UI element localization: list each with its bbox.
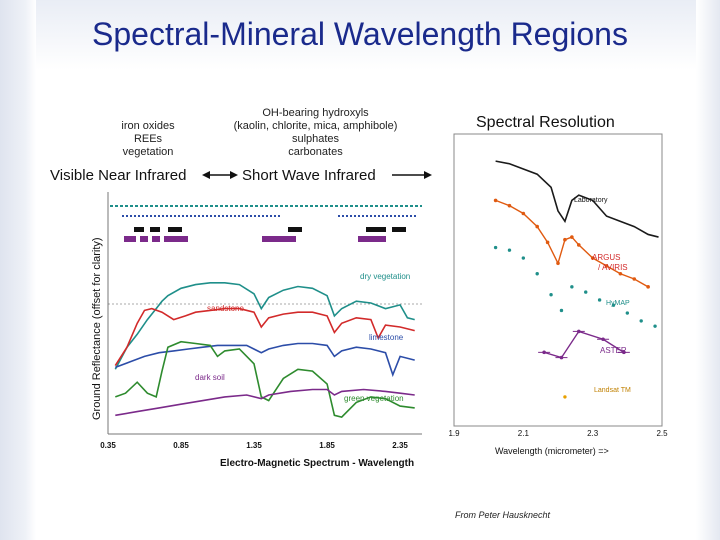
x-axis-label: Electro-Magnetic Spectrum - Wavelength xyxy=(220,458,415,469)
background-band-right xyxy=(696,0,720,540)
data-point-landsat-tm xyxy=(563,395,566,398)
x-tick-label: 1.9 xyxy=(448,429,460,438)
x-axis-label: Wavelength (micrometer) => xyxy=(495,446,609,456)
data-point-argus-aviris xyxy=(546,241,550,245)
data-point-hymap xyxy=(640,319,643,322)
x-tick-label: 2.35 xyxy=(392,441,408,450)
data-point-hymap xyxy=(549,293,552,296)
data-point-hymap xyxy=(598,298,601,301)
swir-region-label: Short Wave Infrared xyxy=(242,167,376,184)
swir-materials-label: OH-bearing hydroxyls (kaolin, chlorite, mica, amphibole) sulphates carbonates xyxy=(233,107,398,158)
data-point-argus-aviris xyxy=(556,261,560,265)
y-axis-label: Ground Reflectance (offset for clarity) xyxy=(91,237,103,420)
x-tick-label: 0.85 xyxy=(173,441,189,450)
spectral-resolution-chart xyxy=(440,134,668,462)
x-tick-label: 1.35 xyxy=(246,441,262,450)
data-point-argus-aviris xyxy=(570,235,574,239)
legend-hymap: HyMAP xyxy=(606,300,630,307)
data-point-argus-aviris xyxy=(535,225,539,229)
data-point-argus-aviris xyxy=(508,204,512,208)
data-point-hymap xyxy=(508,248,511,251)
plot-frame xyxy=(454,134,662,426)
vnir-materials-label: iron oxides REEs vegetation xyxy=(121,120,175,158)
legend-argus-aviris: ARGUS / AVIRIS xyxy=(592,253,628,272)
background-band-left xyxy=(0,0,36,540)
vnir-arrow-icon xyxy=(202,171,238,179)
reflectance-chart xyxy=(60,186,424,476)
data-point-hymap xyxy=(560,309,563,312)
data-point-argus-aviris xyxy=(563,238,567,242)
data-point-argus-aviris xyxy=(619,272,623,276)
data-point-argus-aviris xyxy=(577,243,581,247)
x-tick-label: 1.85 xyxy=(319,441,335,450)
swir-arrow-icon xyxy=(392,171,432,179)
data-point-hymap xyxy=(536,272,539,275)
data-point-hymap xyxy=(570,285,573,288)
annotation-green-vegetation: green vegetation xyxy=(344,394,404,403)
legend-laboratory: Laboratory xyxy=(574,197,608,204)
x-tick-label: 2.5 xyxy=(656,429,668,438)
data-point-hymap xyxy=(653,324,656,327)
region-arrows xyxy=(200,166,440,184)
vnir-region-label: Visible Near Infrared xyxy=(50,167,187,184)
data-point-argus-aviris xyxy=(522,212,526,216)
data-point-argus-aviris xyxy=(494,199,498,203)
slide-title: Spectral-Mineral Wavelength Regions xyxy=(92,16,628,52)
data-point-hymap xyxy=(522,256,525,259)
spectral-resolution-title: Spectral Resolution xyxy=(476,114,615,131)
data-point-argus-aviris xyxy=(632,277,636,281)
x-tick-label: 2.3 xyxy=(587,429,599,438)
x-tick-labels xyxy=(448,429,668,438)
annotation-sandstone: sandstone xyxy=(207,304,244,313)
x-tick-labels xyxy=(100,441,408,450)
data-point-hymap xyxy=(626,311,629,314)
legend-landsat-tm: Landsat TM xyxy=(594,387,631,394)
annotation-limestone: limestone xyxy=(369,333,404,342)
annotation-dark-soil: dark soil xyxy=(195,373,225,382)
source-credit: From Peter Hausknecht xyxy=(455,510,551,520)
data-point-hymap xyxy=(494,246,497,249)
x-tick-label: 2.1 xyxy=(517,429,529,438)
x-tick-label: 0.35 xyxy=(100,441,116,450)
legend-aster: ASTER xyxy=(600,346,627,355)
data-point-hymap xyxy=(584,290,587,293)
annotation-dry-vegetation: dry vegetation xyxy=(360,272,411,281)
data-point-argus-aviris xyxy=(646,285,650,289)
